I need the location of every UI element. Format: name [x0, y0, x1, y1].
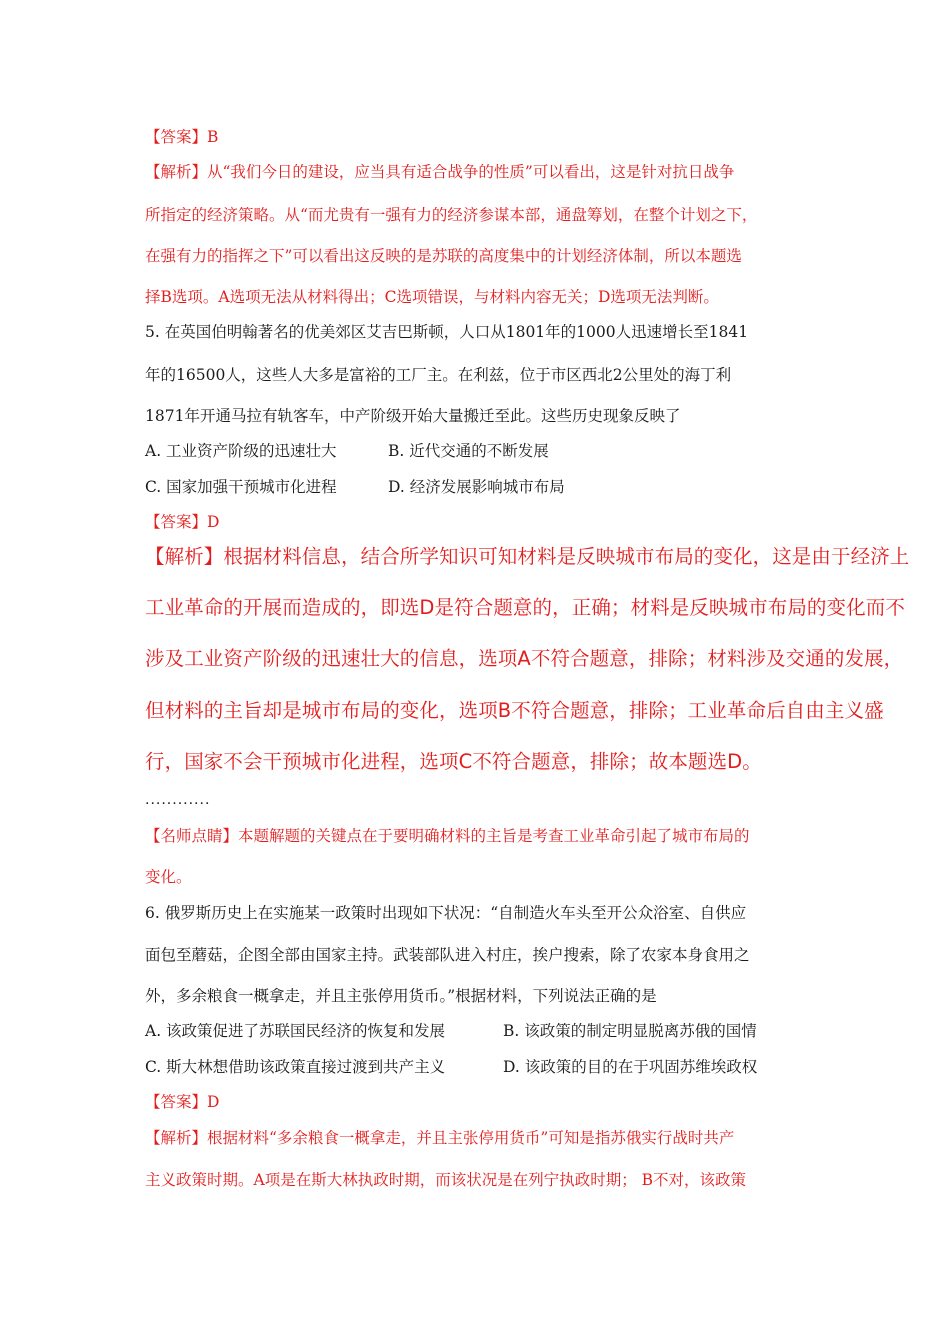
q5-tip-line: 【名师点睛】本题解题的关键点在于要明确材料的主旨是考查工业革命引起了城市布局的 [145, 827, 750, 845]
q6-stem-line: 6. 俄罗斯历史上在实施某一政策时出现如下状况：“自制造火车头至开公众浴室、自供应 [145, 904, 747, 922]
q5-analysis-line: 涉及工业资产阶级的迅速壮大的信息，选项A不符合题意，排除；材料涉及交通的发展， [145, 647, 904, 670]
q6-analysis-line: 主义政策时期。A项是在斯大林执政时期，而该状况是在列宁执政时期； B不对，该政策 [145, 1171, 747, 1189]
q6-option-b[interactable]: B. 该政策的制定明显脱离苏俄的国情 [503, 1022, 757, 1040]
q4-analysis-line: 择B选项。A选项无法从材料得出；C选项错误，与材料内容无关；D选项无法判断。 [145, 288, 719, 306]
q6-analysis-line: 【解析】根据材料“多余粮食一概拿走，并且主张停用货币”可知是指苏俄实行战时共产 [145, 1129, 735, 1147]
q5-analysis-line: 工业革命的开展而造成的，即选D是符合题意的，正确；材料是反映城市布局的变化而不 [145, 596, 905, 619]
q5-answer: 【答案】D [145, 513, 220, 531]
q4-analysis-line: 所指定的经济策略。从“而尤贵有一强有力的经济参谋本部，通盘筹划，在整个计划之下， [145, 206, 758, 224]
q5-analysis-line: 行，国家不会干预城市化进程，选项C不符合题意，排除；故本题选D。 [145, 750, 762, 773]
q4-analysis-line: 【解析】从“我们今日的建设，应当具有适合战争的性质”可以看出，这是针对抗日战争 [145, 163, 735, 181]
q6-answer: 【答案】D [145, 1093, 220, 1111]
q5-option-a[interactable]: A. 工业资产阶级的迅速壮大 [145, 442, 337, 460]
q5-stem-line: 5. 在英国伯明翰著名的优美郊区艾吉巴斯顿，人口从1801年的1000人迅速增长至1841 [145, 323, 749, 341]
q5-tip-line: 变化。 [145, 868, 192, 886]
q5-stem-line: 年的16500人，这些人大多是富裕的工厂主。在利兹，位于市区西北2公里处的海丁利 [145, 366, 732, 384]
q5-stem-line: 1871年开通马拉有轨客车，中产阶级开始大量搬迁至此。这些历史现象反映了 [145, 407, 681, 425]
separator-dots: ............ [145, 792, 211, 808]
q6-option-d[interactable]: D. 该政策的目的在于巩固苏维埃政权 [503, 1058, 758, 1076]
q5-option-d[interactable]: D. 经济发展影响城市布局 [388, 478, 565, 496]
q5-analysis-line: 【解析】根据材料信息，结合所学知识可知材料是反映城市布局的变化，这是由于经济上 [145, 545, 910, 568]
q5-option-c[interactable]: C. 国家加强干预城市化进程 [145, 478, 337, 496]
q4-answer: 【答案】B [145, 128, 219, 146]
q5-analysis-line: 但材料的主旨却是城市布局的变化，选项B不符合题意，排除；工业革命后自由主义盛 [145, 699, 884, 722]
q4-analysis-line: 在强有力的指挥之下”可以看出这反映的是苏联的高度集中的计划经济体制，所以本题选 [145, 247, 742, 265]
q5-option-b[interactable]: B. 近代交通的不断发展 [388, 442, 549, 460]
q6-option-c[interactable]: C. 斯大林想借助该政策直接过渡到共产主义 [145, 1058, 446, 1076]
q6-stem-line: 面包至蘑菇，企图全部由国家主持。武装部队进入村庄，挨户搜索，除了农家本身食用之 [145, 946, 750, 964]
q6-stem-line: 外，多余粮食一概拿走，并且主张停用货币。”根据材料，下列说法正确的是 [145, 987, 657, 1005]
q6-option-a[interactable]: A. 该政策促进了苏联国民经济的恢复和发展 [145, 1022, 446, 1040]
